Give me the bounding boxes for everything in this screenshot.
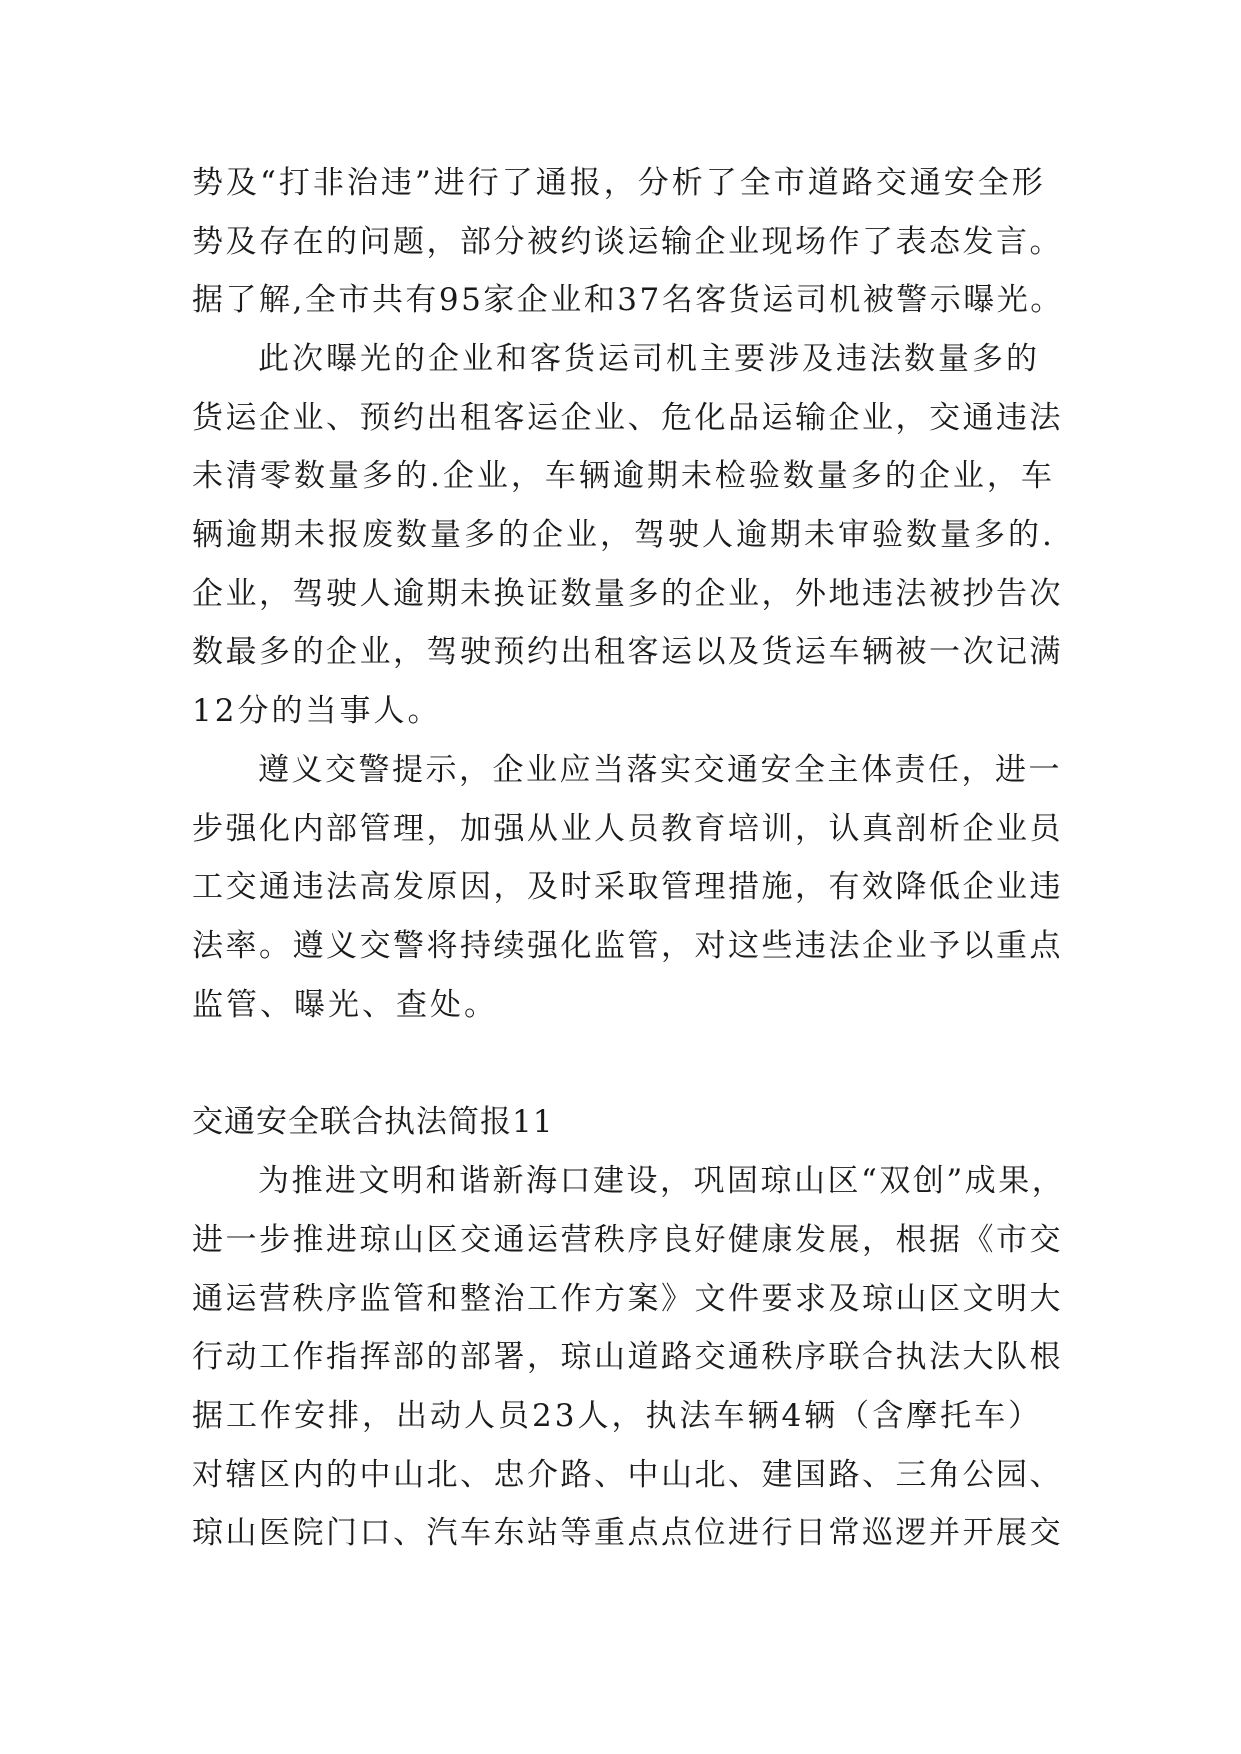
section-paragraph-line-2: 进一步推进琼山区交通运营秩序良好健康发展，根据《市交 [192,1222,1063,1258]
section-paragraph-line-6: 对辖区内的中山北、忠介路、中山北、建国路、三角公园、 [192,1457,1063,1493]
paragraph-1-line-3: 据了解,全市共有95家企业和37名客货运司机被警示曝光。 [192,282,1064,318]
paragraph-3-line-5: 监管、曝光、查处。 [192,987,498,1023]
paragraph-3-line-4: 法率。遵义交警将持续强化监管，对这些违法企业予以重点 [192,928,1063,964]
paragraph-1-line-1: 势及“打非治违”进行了通报，分析了全市道路交通安全形 [192,165,1046,201]
section-paragraph-line-4: 行动工作指挥部的部署，琼山道路交通秩序联合执法大队根 [192,1339,1063,1375]
paragraph-2-line-7: 12分的当事人。 [192,693,442,729]
paragraph-2-line-3: 未清零数量多的.企业，车辆逾期未检验数量多的企业，车 [192,458,1055,494]
section-paragraph-line-1: 为推进文明和谐新海口建设，巩固琼山区“双创”成果， [258,1163,1066,1199]
section-title: 交通安全联合执法简报11 [192,1104,554,1140]
paragraph-3-line-3: 工交通违法高发原因，及时采取管理措施，有效降低企业违 [192,869,1063,905]
paragraph-3-line-2: 步强化内部管理，加强从业人员教育培训，认真剖析企业员 [192,811,1063,847]
paragraph-2-line-2: 货运企业、预约出租客运企业、危化品运输企业，交通违法 [192,400,1063,436]
paragraph-1-line-2: 势及存在的问题，部分被约谈运输企业现场作了表态发言。 [192,224,1063,260]
paragraph-2-line-5: 企业，驾驶人逾期未换证数量多的企业，外地违法被抄告次 [192,576,1063,612]
paragraph-3-line-1: 遵义交警提示，企业应当落实交通安全主体责任，进一 [258,752,1062,788]
section-paragraph-line-5: 据工作安排，出动人员23人，执法车辆4辆（含摩托车） [192,1398,1043,1434]
section-paragraph-line-7: 琼山医院门口、汽车东站等重点点位进行日常巡逻并开展交 [192,1515,1063,1551]
section-paragraph-line-3: 通运营秩序监管和整治工作方案》文件要求及琼山区文明大 [192,1281,1063,1317]
paragraph-2-line-4: 辆逾期未报废数量多的企业，驾驶人逾期未审验数量多的. [192,517,1055,553]
paragraph-2-line-1: 此次曝光的企业和客货运司机主要涉及违法数量多的 [258,341,1040,377]
paragraph-2-line-6: 数最多的企业，驾驶预约出租客运以及货运车辆被一次记满 [192,634,1063,670]
